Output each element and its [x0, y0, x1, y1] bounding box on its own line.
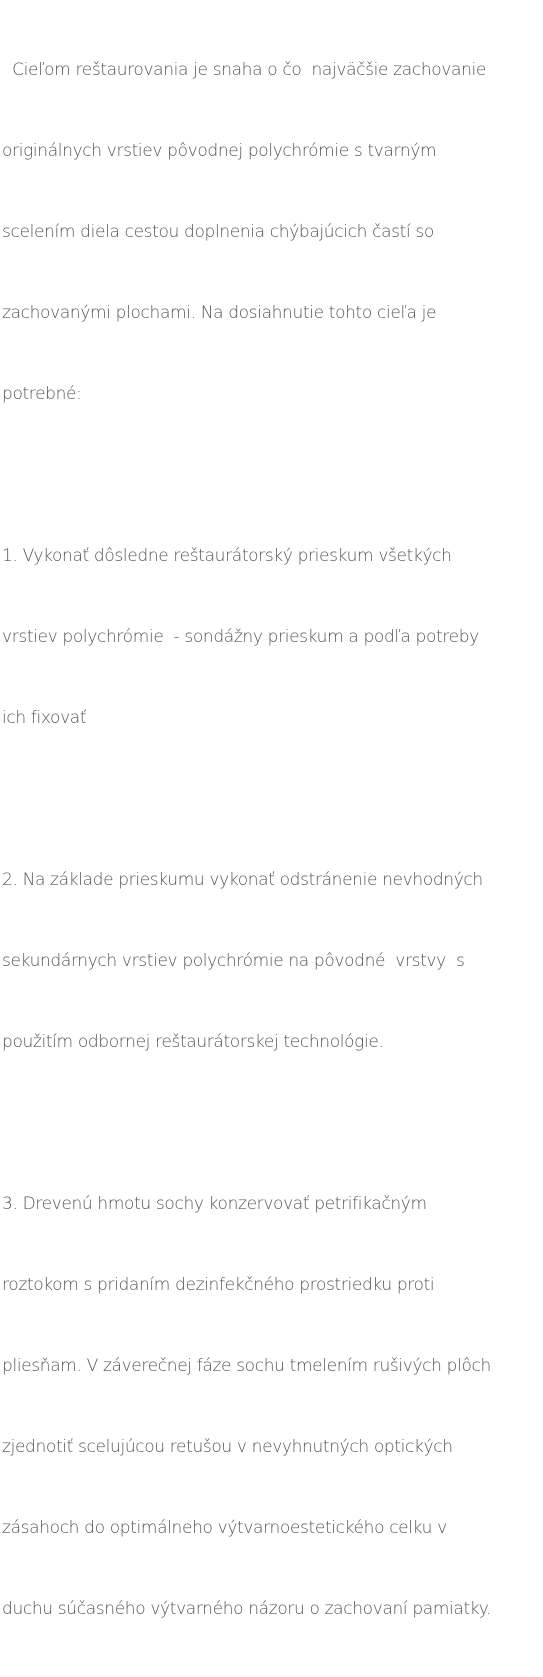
text-line: sekundárnych vrstiev polychrómie na pôvodné vrstvy s: [2, 951, 465, 971]
text-line: duchu súčasného výtvarného názoru o zachovaní pamiatky.: [2, 1599, 492, 1619]
text-line: roztokom s pridaním dezinfekčného prostriedku proti: [2, 1275, 435, 1295]
text-line: 1. Vykonať dôsledne reštaurátorský prieskum všetkých: [2, 546, 452, 566]
text-line: zjednotiť scelujúcou retušou v nevyhnutných optických: [2, 1437, 453, 1457]
text-line: pliesňam. V záverečnej fáze sochu tmelením rušivých plôch: [2, 1356, 491, 1376]
text-line: scelením diela cestou doplnenia chýbajúcich častí so: [2, 222, 434, 242]
text-line: Cieľom reštaurovania je snaha o čo najväčšie zachovanie: [2, 60, 486, 80]
step-2-paragraph: [2, 813, 540, 1110]
step-1-paragraph: [2, 489, 540, 786]
text-line: potrebné:: [2, 384, 82, 404]
text-line: zásahoch do optimálneho výtvarnoestetického celku v: [2, 1518, 447, 1538]
text-line: 3. Drevenú hmotu sochy konzervovať petrifikačným: [2, 1194, 427, 1214]
text-line: vrstiev polychrómie - sondážny prieskum a podľa potreby: [2, 627, 479, 647]
text-line: originálnych vrstiev pôvodnej polychrómie s tvarným: [2, 141, 437, 161]
step-3-paragraph: [2, 1137, 540, 1677]
text-line: 2. Na základe prieskumu vykonať odstránenie nevhodných: [2, 870, 483, 890]
text-line: zachovanými plochami. Na dosiahnutie tohto cieľa je: [2, 303, 437, 323]
text-line: použitím odbornej reštaurátorskej technológie.: [2, 1032, 384, 1052]
intro-paragraph: [2, 3, 540, 462]
text-line: ich fixovať: [2, 708, 87, 728]
